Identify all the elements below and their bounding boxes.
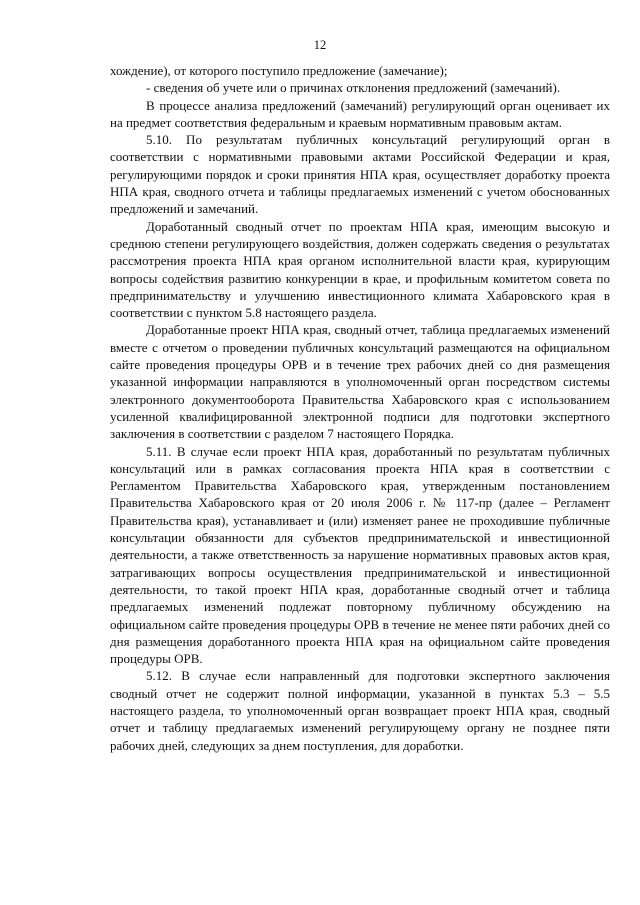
paragraph-continuation: хождение), от которого поступило предложение (замечание);: [110, 63, 448, 78]
paragraph: Доработанные проект НПА края, сводный отчет, таблица предлагаемых изменений вместе с отчетом о проведении публичных консультаций размещаются на официальном сайте проведения процедуры ОРВ и в течение трех рабочих дней со дня размещения указанной информации направляются в уполномоченный орган посредством системы электронного документооборота Правительства Хабаровского края с использованием усиленной квалифицированной электронной подписи для подготовки экспертного заключения в соответствии с разделом 7 настоящего Порядка.: [110, 322, 610, 442]
paragraph-clause-5-11: 5.11. В случае если проект НПА края, доработанный по результатам публичных консультаций или в рамках согласования проекта НПА края в соответствии с Регламентом Правительства Хабаровского края, утвержденным постановлением Правительства Хабаровского края от 20 июля 2006 г. № 117-пр (далее – Регламент Правительства края), устанавливает и (или) изменяет ранее не проходившие публичные консультации обязанности для субъектов предпринимательской и инвестиционной деятельности, а также ответственность за нарушение нормативных правовых актов края, затрагивающих вопросы осуществления предпринимательской и инвестиционной деятельности, то такой проект НПА края, доработанные сводный отчет и таблица предлагаемых изменений подлежат повторному публичному обсуждению на официальном сайте проведения процедуры ОРВ в течение не менее пяти рабочих дней со дня размещения доработанного проекта НПА края на официальном сайте проведения процедуры ОРВ.: [110, 443, 610, 667]
page-number: 12: [313, 38, 327, 52]
paragraph-clause-5-12: 5.12. В случае если направленный для подготовки экспертного заключения сводный отчет не содержит полной информации, указанной в пунктах 5.3 – 5.5 настоящего раздела, то уполномоченный орган возвращает проект НПА края, сводный отчет и таблицу предлагаемых изменений регулирующему органу не позднее пяти рабочих дней, следующих за днем поступления, для доработки.: [110, 668, 610, 753]
paragraph: Доработанный сводный отчет по проектам НПА края, имеющим высокую и среднюю степени регулирующего воздействия, должен содержать сведения о результатах рассмотрения проекта НПА края органом исполнительной власти края, курирующим вопросы содействия развитию конкуренции в крае, и профильным комитетом совета по предпринимательству и улучшению инвестиционного климата Хабаровского края в соответствии с пунктом 5.8 настоящего раздела.: [110, 218, 610, 321]
document-body: [110, 62, 610, 754]
paragraph-list-item: - сведения об учете или о причинах отклонения предложений (замечаний).: [146, 80, 561, 96]
paragraph-clause-5-10: 5.10. По результатам публичных консультаций регулирующий орган в соответствии с нормативными правовыми актами Российской Федерации и края, регулирующими порядок и сроки принятия НПА края, осуществляет доработку проекта НПА края, сводного отчета и таблицы предлагаемых изменений с учетом обоснованных предложений и замечаний.: [110, 132, 610, 217]
paragraph: В процессе анализа предложений (замечаний) регулирующий орган оценивает их на предмет соответствия федеральным и краевым нормативным правовым актам.: [110, 97, 610, 130]
